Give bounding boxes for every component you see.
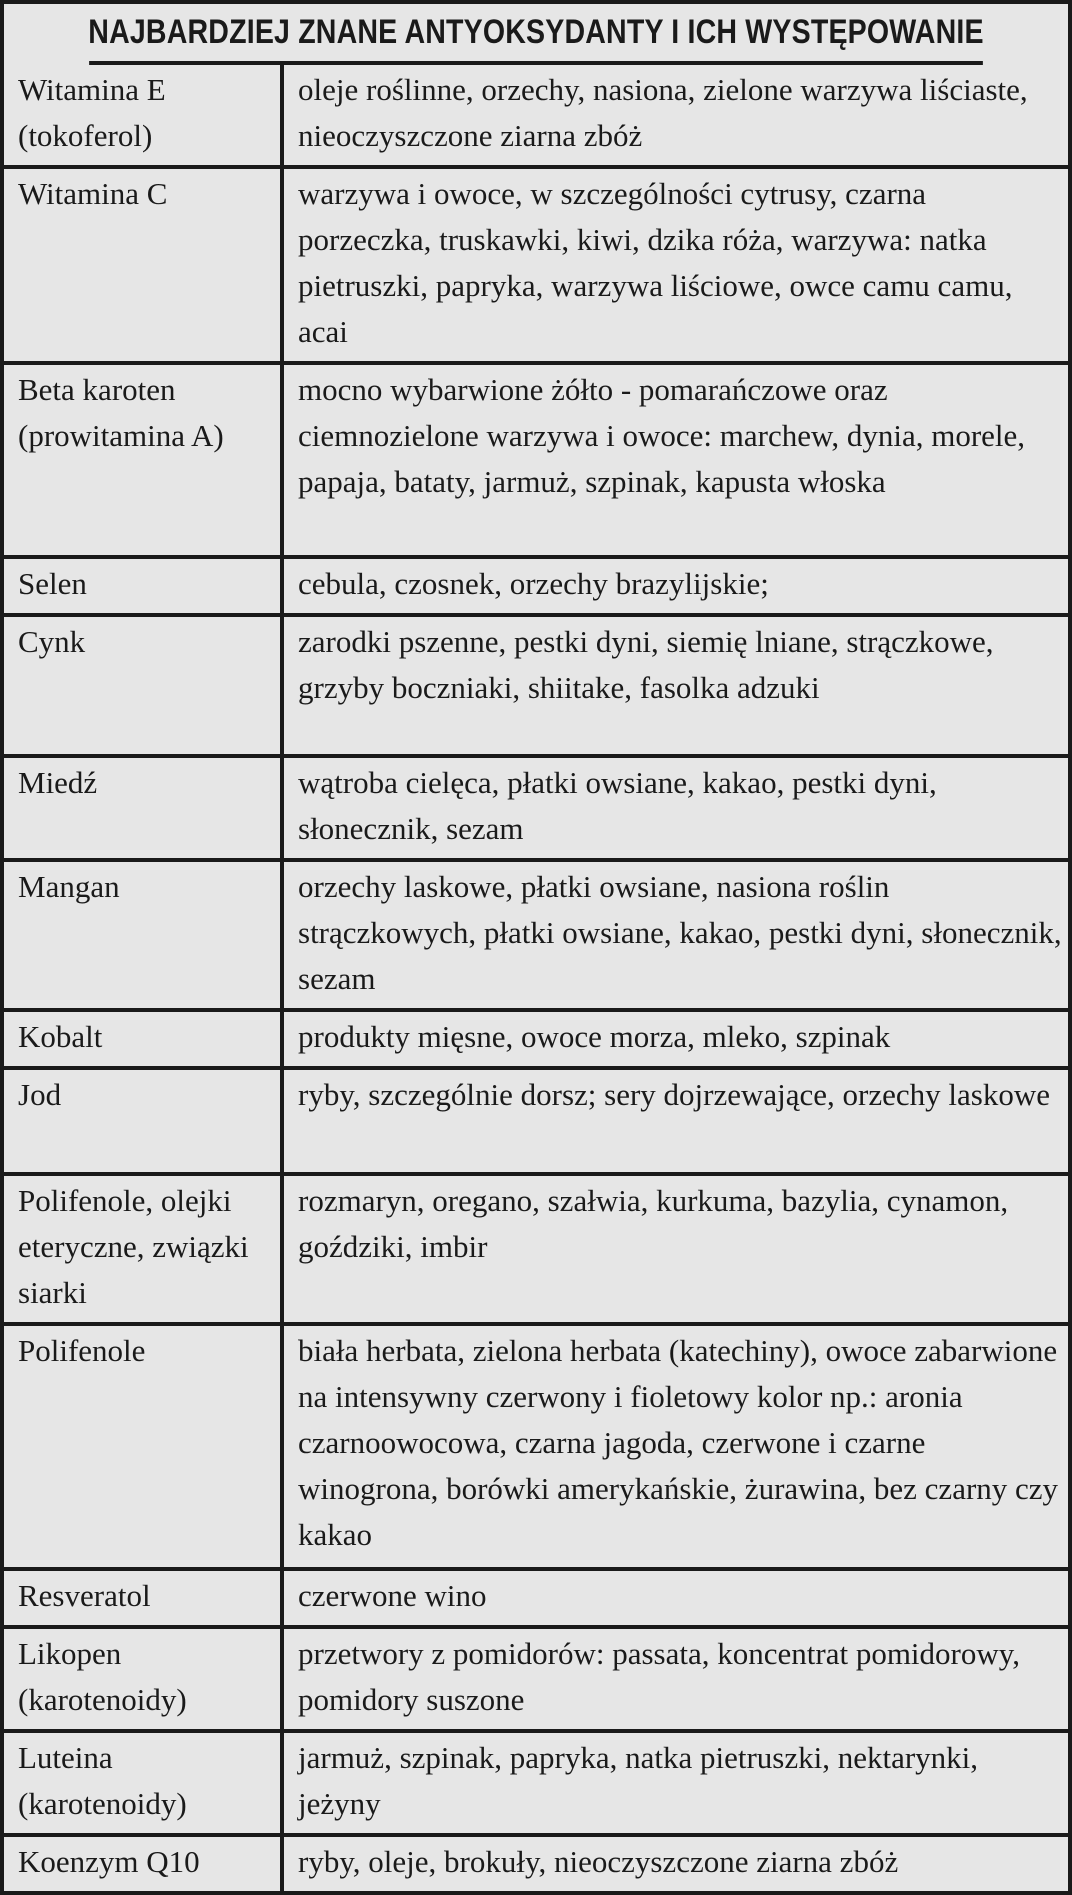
table-row	[4, 557, 1068, 615]
antioxidant-sources: ryby, szczególnie dorsz; sery dojrzewające, orzechy laskowe	[282, 1068, 1068, 1174]
antioxidant-sources: jarmuż, szpinak, papryka, natka pietruszki, nektarynki, jeżyny	[282, 1731, 1068, 1835]
antioxidant-sources: cebula, czosnek, orzechy brazylijskie;	[282, 557, 1068, 615]
antioxidant-name: Witamina C	[4, 167, 282, 363]
antioxidant-name: Selen	[4, 557, 282, 615]
table-row	[4, 1010, 1068, 1068]
table-row	[4, 1731, 1068, 1835]
antioxidant-name: Luteina (karotenoidy)	[4, 1731, 282, 1835]
antioxidant-name: Resveratol	[4, 1569, 282, 1627]
table-title: NAJBARDZIEJ ZNANE ANTYOKSYDANTY I ICH WYSTĘPOWANIE	[89, 4, 983, 65]
table-row	[4, 167, 1068, 363]
antioxidant-sources: wątroba cielęca, płatki owsiane, kakao, pestki dyni, słonecznik, sezam	[282, 756, 1068, 860]
table-row	[4, 756, 1068, 860]
antioxidant-name: Beta karoten (prowitamina A)	[4, 363, 282, 557]
antioxidant-name: Cynk	[4, 615, 282, 756]
table-row	[4, 1835, 1068, 1891]
antioxidant-name: Kobalt	[4, 1010, 282, 1068]
table-row	[4, 1068, 1068, 1174]
antioxidant-table	[4, 65, 1068, 1891]
table-row	[4, 1627, 1068, 1731]
antioxidant-sources: czerwone wino	[282, 1569, 1068, 1627]
antioxidant-sources: orzechy laskowe, płatki owsiane, nasiona roślin strączkowych, płatki owsiane, kakao, pestki dyni, słonecznik, sezam	[282, 860, 1068, 1010]
table-row	[4, 615, 1068, 756]
antioxidant-name: Miedź	[4, 756, 282, 860]
antioxidant-sources: przetwory z pomidorów: passata, koncentrat pomidorowy, pomidory suszone	[282, 1627, 1068, 1731]
table-row	[4, 65, 1068, 167]
table-row	[4, 1569, 1068, 1627]
antioxidant-name: Mangan	[4, 860, 282, 1010]
antioxidant-name: Polifenole, olejki eteryczne, związki siarki	[4, 1174, 282, 1324]
antioxidant-sources: biała herbata, zielona herbata (katechiny), owoce zabarwione na intensywny czerwony i fioletowy kolor np.: aronia czarnoowocowa, czarna jagoda, czerwone i czarne winogrona, borówki amerykańskie, żurawina, bez czarny czy kakao	[282, 1324, 1068, 1569]
antioxidant-name: Polifenole	[4, 1324, 282, 1569]
antioxidant-sources: produkty mięsne, owoce morza, mleko, szpinak	[282, 1010, 1068, 1068]
antioxidant-sources: rozmaryn, oregano, szałwia, kurkuma, bazylia, cynamon, goździki, imbir	[282, 1174, 1068, 1324]
antioxidant-sources: oleje roślinne, orzechy, nasiona, zielone warzywa liściaste, nieoczyszczone ziarna zbóż	[282, 65, 1068, 167]
antioxidant-name: Likopen (karotenoidy)	[4, 1627, 282, 1731]
antioxidant-sources: warzywa i owoce, w szczególności cytrusy, czarna porzeczka, truskawki, kiwi, dzika róża, warzywa: natka pietruszki, papryka, warzywa liściowe, owce camu camu, acai	[282, 167, 1068, 363]
table-row	[4, 860, 1068, 1010]
antioxidant-sources: mocno wybarwione żółto - pomarańczowe oraz ciemnozielone warzywa i owoce: marchew, dynia, morele, papaja, bataty, jarmuż, szpinak, kapusta włoska	[282, 363, 1068, 557]
table-row	[4, 1324, 1068, 1569]
antioxidant-sources: zarodki pszenne, pestki dyni, siemię lniane, strączkowe, grzyby boczniaki, shiitake, fasolka adzuki	[282, 615, 1068, 756]
table-body	[4, 65, 1068, 1891]
antioxidant-name: Jod	[4, 1068, 282, 1174]
antioxidant-name: Witamina E (tokoferol)	[4, 65, 282, 167]
table-row	[4, 363, 1068, 557]
antioxidant-name: Koenzym Q10	[4, 1835, 282, 1891]
antioxidant-sources: ryby, oleje, brokuły, nieoczyszczone ziarna zbóż	[298, 1844, 899, 1879]
table-row	[4, 1174, 1068, 1324]
